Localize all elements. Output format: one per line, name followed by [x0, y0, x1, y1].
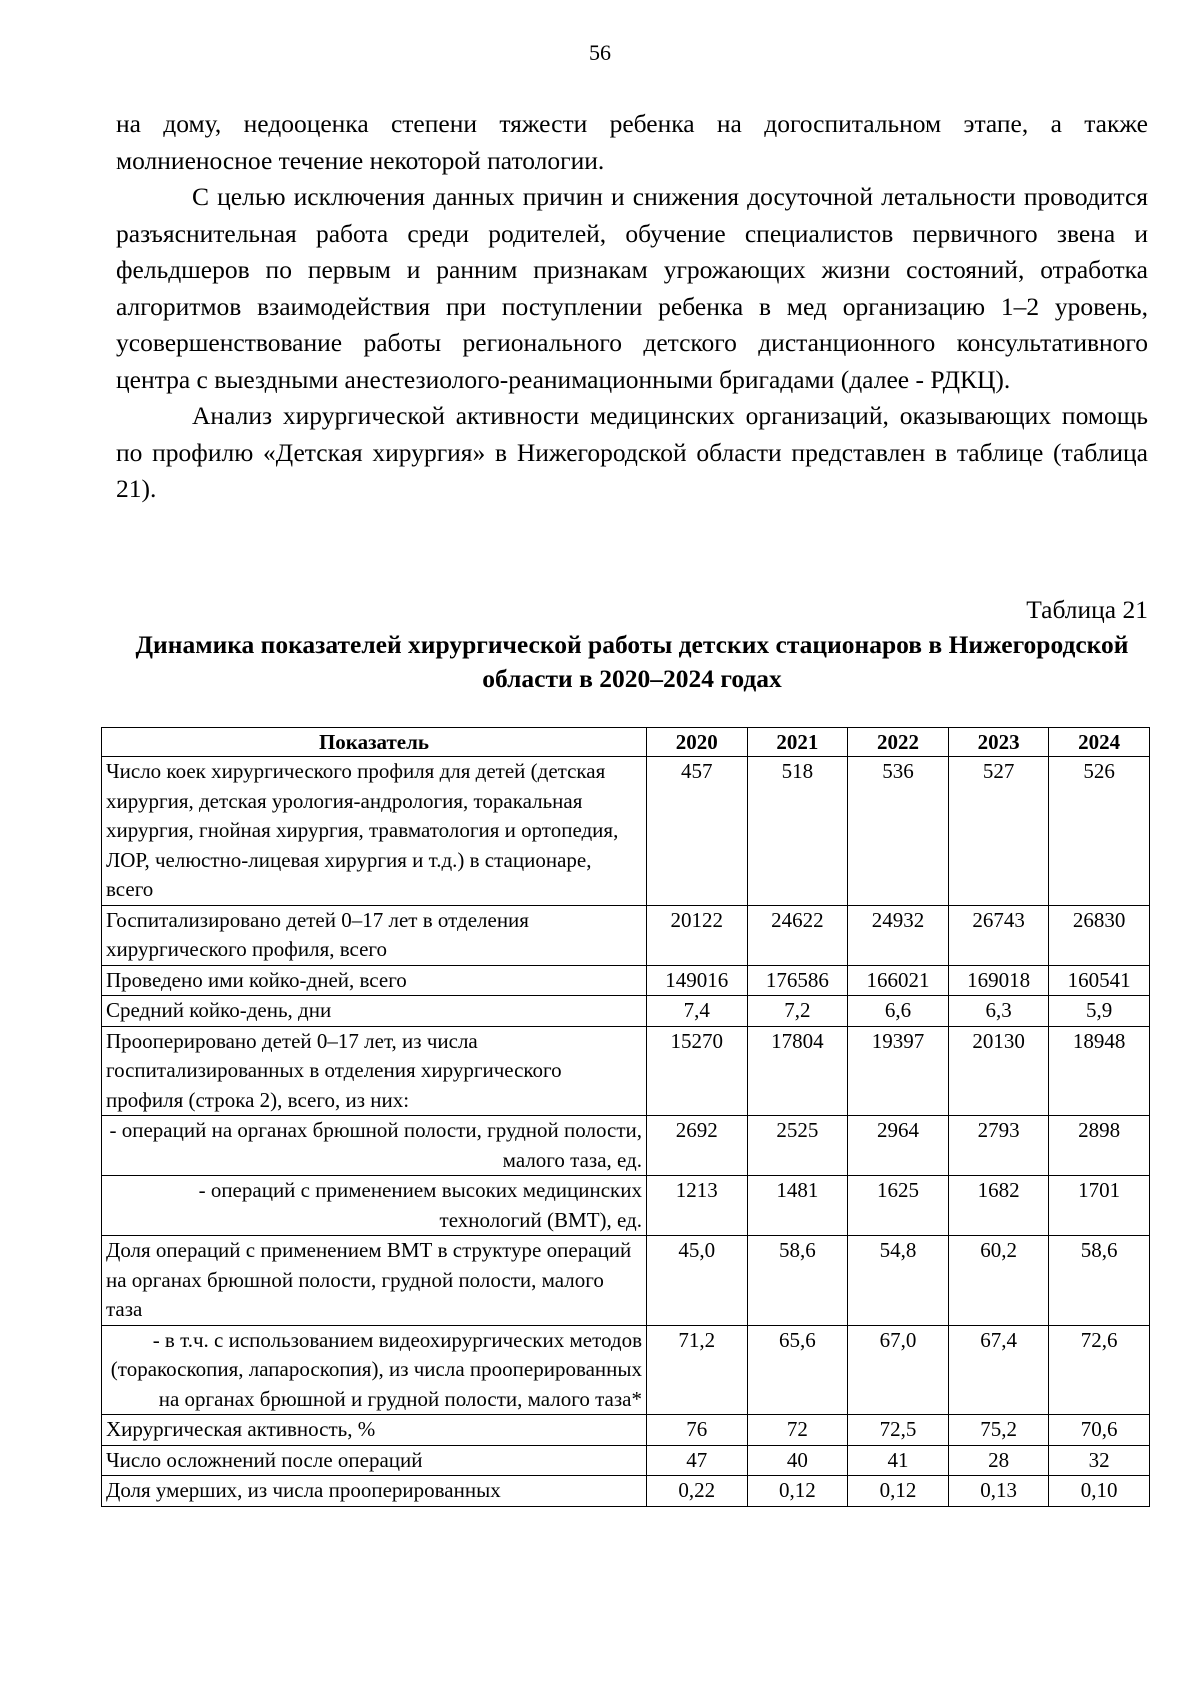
row-label: Прооперировано детей 0–17 лет, из числа госпитализированных в отделения хирургического профиля (строка 2), всего, из них:	[102, 1026, 647, 1116]
cell-2020: 20122	[647, 905, 748, 965]
cell-2022: 2964	[848, 1116, 949, 1176]
row-label: Доля умерших, из числа прооперированных	[102, 1476, 647, 1507]
table-header-row	[102, 728, 1150, 757]
data-table	[101, 727, 1150, 1507]
cell-2021: 40	[747, 1445, 848, 1476]
cell-2023: 20130	[948, 1026, 1049, 1116]
table-row	[102, 1476, 1150, 1507]
table-row	[102, 965, 1150, 996]
cell-2021: 518	[747, 757, 848, 906]
row-label: Госпитализировано детей 0–17 лет в отделения хирургического профиля, всего	[102, 905, 647, 965]
table-row	[102, 1325, 1150, 1415]
cell-2020: 71,2	[647, 1325, 748, 1415]
cell-2020: 7,4	[647, 996, 748, 1027]
cell-2024: 26830	[1049, 905, 1150, 965]
table-row	[102, 1236, 1150, 1326]
row-label: Доля операций с применением ВМТ в структуре операций на органах брюшной полости, грудной полости, малого таза	[102, 1236, 647, 1326]
cell-2022: 166021	[848, 965, 949, 996]
cell-2021: 7,2	[747, 996, 848, 1027]
cell-2022: 19397	[848, 1026, 949, 1116]
header-2020: 2020	[647, 728, 748, 757]
cell-2022: 67,0	[848, 1325, 949, 1415]
cell-2024: 32	[1049, 1445, 1150, 1476]
cell-2021: 1481	[747, 1176, 848, 1236]
cell-2022: 72,5	[848, 1415, 949, 1446]
cell-2024: 2898	[1049, 1116, 1150, 1176]
body-text	[116, 106, 1148, 508]
cell-2024: 70,6	[1049, 1415, 1150, 1446]
header-indicator: Показатель	[102, 728, 647, 757]
paragraph-3: Анализ хирургической активности медицинских организаций, оказывающих помощь по профилю «Детская хирургия» в Нижегородской области представлен в таблице (таблица 21).	[116, 401, 1148, 503]
cell-2020: 1213	[647, 1176, 748, 1236]
table-row	[102, 1026, 1150, 1116]
cell-2024: 160541	[1049, 965, 1150, 996]
cell-2024: 1701	[1049, 1176, 1150, 1236]
table-row	[102, 1116, 1150, 1176]
row-label: - в т.ч. с использованием видеохирургических методов (торакоскопия, лапароскопия), из числа прооперированных на органах брюшной и грудной полости, малого таза*	[102, 1325, 647, 1415]
cell-2022: 6,6	[848, 996, 949, 1027]
cell-2022: 1625	[848, 1176, 949, 1236]
header-2022: 2022	[848, 728, 949, 757]
cell-2024: 526	[1049, 757, 1150, 906]
page-number: 56	[589, 40, 611, 65]
cell-2021: 0,12	[747, 1476, 848, 1507]
paragraph-2: С целью исключения данных причин и снижения досуточной летальности проводится разъяснительная работа среди родителей, обучение специалистов первичного звена и фельдшеров по первым и ранним признакам угрожающих жизни состояний, отработка алгоритмов взаимодействия при поступлении ребенка в мед организацию 1–2 уровень, усовершенствование работы регионального детского дистанционного консультативного центра с выездными анестезиолого-реанимационными бригадами (далее - РДКЦ).	[116, 182, 1148, 394]
table-row	[102, 905, 1150, 965]
cell-2023: 169018	[948, 965, 1049, 996]
cell-2023: 26743	[948, 905, 1049, 965]
row-label: Число осложнений после операций	[102, 1445, 647, 1476]
cell-2021: 72	[747, 1415, 848, 1446]
cell-2020: 457	[647, 757, 748, 906]
table-label: Таблица 21	[1026, 595, 1148, 624]
cell-2024: 72,6	[1049, 1325, 1150, 1415]
cell-2022: 536	[848, 757, 949, 906]
cell-2021: 58,6	[747, 1236, 848, 1326]
cell-2022: 0,12	[848, 1476, 949, 1507]
row-label: Проведено ими койко-дней, всего	[102, 965, 647, 996]
row-label: - операций с применением высоких медицинских технологий (ВМТ), ед.	[102, 1176, 647, 1236]
cell-2024: 58,6	[1049, 1236, 1150, 1326]
cell-2020: 76	[647, 1415, 748, 1446]
cell-2023: 1682	[948, 1176, 1049, 1236]
row-label: - операций на органах брюшной полости, грудной полости, малого таза, ед.	[102, 1116, 647, 1176]
cell-2020: 47	[647, 1445, 748, 1476]
row-label: Хирургическая активность, %	[102, 1415, 647, 1446]
cell-2023: 75,2	[948, 1415, 1049, 1446]
header-2024: 2024	[1049, 728, 1150, 757]
cell-2020: 0,22	[647, 1476, 748, 1507]
cell-2020: 2692	[647, 1116, 748, 1176]
cell-2023: 527	[948, 757, 1049, 906]
header-2021: 2021	[747, 728, 848, 757]
cell-2023: 28	[948, 1445, 1049, 1476]
cell-2024: 5,9	[1049, 996, 1150, 1027]
table-row	[102, 757, 1150, 906]
cell-2020: 15270	[647, 1026, 748, 1116]
header-2023: 2023	[948, 728, 1049, 757]
cell-2020: 149016	[647, 965, 748, 996]
table-row	[102, 996, 1150, 1027]
cell-2021: 176586	[747, 965, 848, 996]
table-row	[102, 1445, 1150, 1476]
cell-2022: 24932	[848, 905, 949, 965]
row-label: Средний койко-день, дни	[102, 996, 647, 1027]
cell-2023: 2793	[948, 1116, 1049, 1176]
cell-2021: 17804	[747, 1026, 848, 1116]
cell-2024: 18948	[1049, 1026, 1150, 1116]
paragraph-1: на дому, недооценка степени тяжести ребенка на догоспитальном этапе, а также молниеносное течение некоторой патологии.	[116, 109, 1148, 175]
table-row	[102, 1415, 1150, 1446]
cell-2022: 41	[848, 1445, 949, 1476]
cell-2023: 60,2	[948, 1236, 1049, 1326]
table-row	[102, 1176, 1150, 1236]
cell-2020: 45,0	[647, 1236, 748, 1326]
cell-2021: 24622	[747, 905, 848, 965]
cell-2022: 54,8	[848, 1236, 949, 1326]
cell-2023: 0,13	[948, 1476, 1049, 1507]
cell-2021: 65,6	[747, 1325, 848, 1415]
cell-2023: 67,4	[948, 1325, 1049, 1415]
cell-2024: 0,10	[1049, 1476, 1150, 1507]
row-label: Число коек хирургического профиля для детей (детская хирургия, детская урология-андрология, торакальная хирургия, гнойная хирургия, травматология и ортопедия, ЛОР, челюстно-лицевая хирургия и т.д.) в стационаре, всего	[102, 757, 647, 906]
cell-2023: 6,3	[948, 996, 1049, 1027]
cell-2021: 2525	[747, 1116, 848, 1176]
table-title: Динамика показателей хирургической работы детских стационаров в Нижегородской области в 2020–2024 годах	[135, 630, 1129, 693]
